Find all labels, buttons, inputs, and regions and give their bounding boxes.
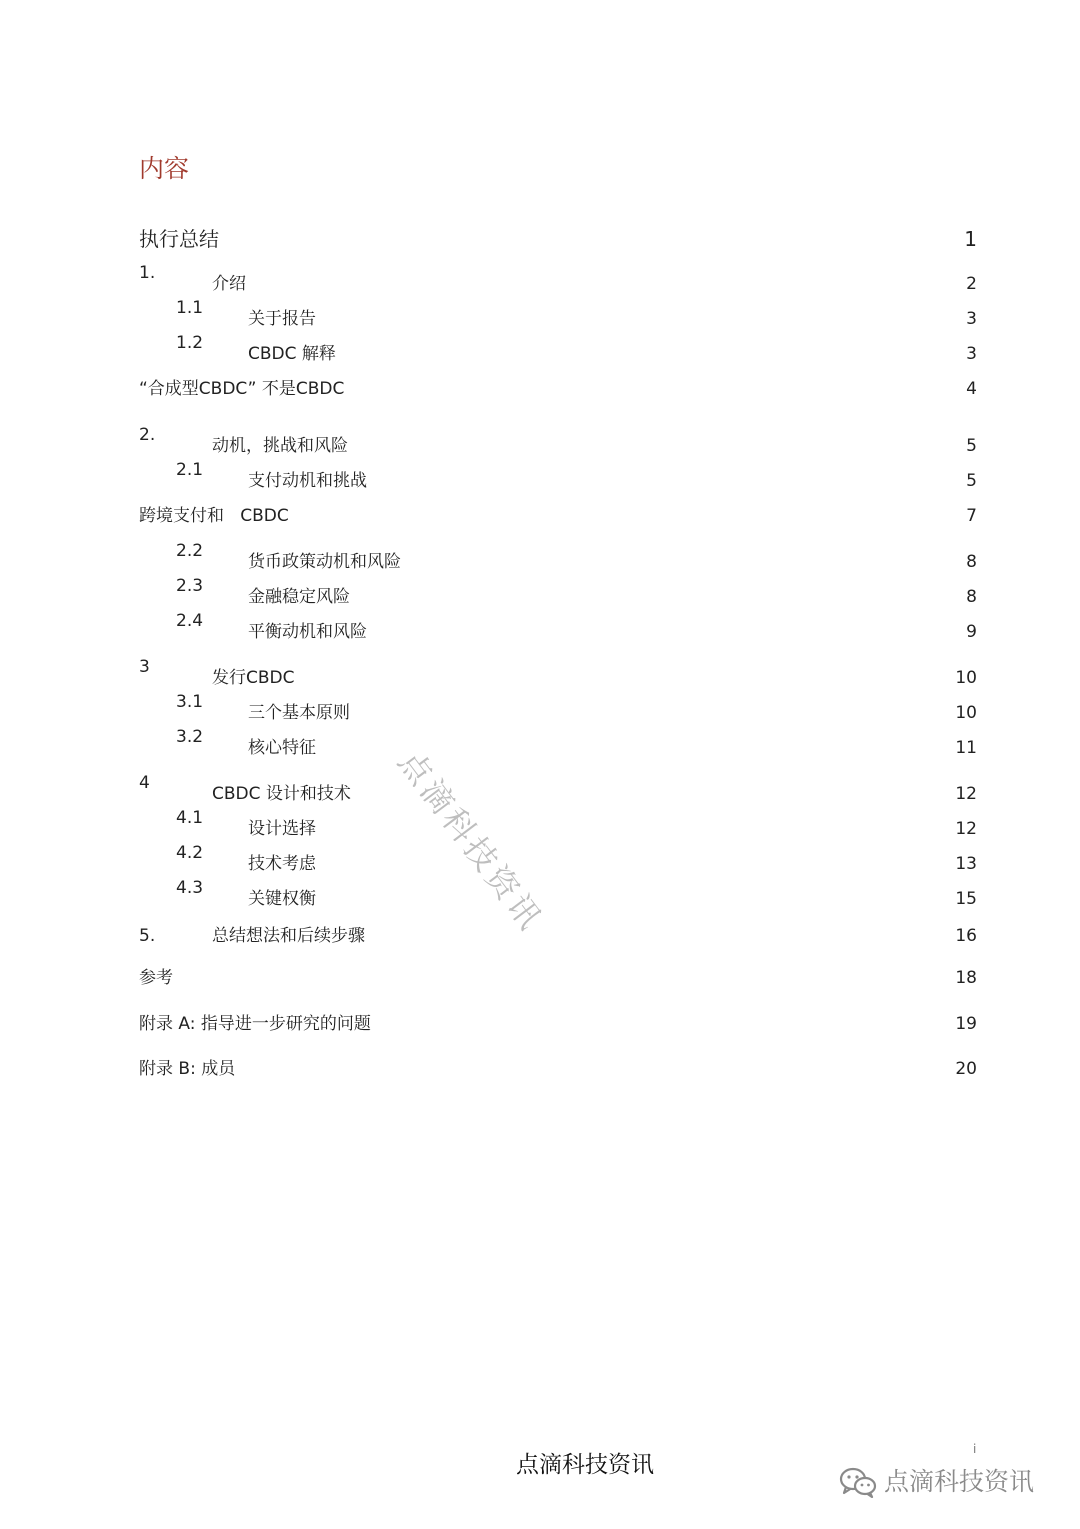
- toc-entry-number: 4.1: [176, 808, 204, 828]
- toc-entry[interactable]: [0, 727, 1080, 765]
- toc-entry-number: 3.2: [176, 727, 204, 747]
- toc-entry[interactable]: [0, 692, 1080, 730]
- toc-entry[interactable]: [0, 611, 1080, 649]
- toc-title: 内容: [139, 154, 190, 183]
- toc-entry-label: 支付动机和挑战: [248, 471, 367, 491]
- toc-entry[interactable]: [0, 376, 1080, 406]
- toc-entry-label: 货币政策动机和风险: [248, 552, 401, 572]
- toc-entry[interactable]: [0, 460, 1080, 498]
- toc-entry-number: 3: [139, 657, 150, 677]
- toc-entry-label: 发行CBDC: [212, 668, 295, 688]
- watermark: 点滴科技资讯: [390, 743, 552, 939]
- wechat-icon: [838, 1466, 878, 1498]
- toc-entry-label: 核心特征: [248, 738, 316, 758]
- toc-entry-label: 介绍: [212, 274, 246, 294]
- toc-entry-label: “合成型CBDC” 不是CBDC: [139, 379, 345, 399]
- toc-entry-label: CBDC 解释: [248, 344, 336, 364]
- toc-entry[interactable]: [0, 965, 1080, 995]
- toc-entry-page: 7: [966, 506, 977, 526]
- toc-entry-number: 1.: [139, 263, 156, 283]
- toc-entry-page: 20: [955, 1059, 977, 1079]
- toc-entry-page: 9: [966, 622, 977, 642]
- toc-entry[interactable]: [0, 1056, 1080, 1086]
- toc-entry-number: 3.1: [176, 692, 204, 712]
- toc-entry[interactable]: [0, 298, 1080, 336]
- toc-entry-number: 2.3: [176, 576, 204, 596]
- toc-entry-label: 参考: [139, 968, 173, 988]
- toc-entry-page: 2: [966, 274, 977, 294]
- toc-entry-label: 跨境支付和 CBDC: [139, 506, 289, 526]
- toc-entry-label: 关键权衡: [248, 889, 316, 909]
- toc-entry[interactable]: [0, 541, 1080, 579]
- toc-entry-label: 总结想法和后续步骤: [212, 926, 365, 946]
- toc-entry-page: 16: [955, 926, 977, 946]
- toc-entry[interactable]: [0, 263, 1080, 301]
- toc-entry-page: 19: [955, 1014, 977, 1034]
- toc-entry[interactable]: [0, 773, 1080, 811]
- toc-entry-page: 18: [955, 968, 977, 988]
- toc-entry-number: 4.3: [176, 878, 204, 898]
- page-number: i: [973, 1442, 977, 1456]
- toc-entry-number: 2.2: [176, 541, 204, 561]
- toc-entry-label: 金融稳定风险: [248, 587, 350, 607]
- toc-entry-label: 附录 B: 成员: [139, 1059, 236, 1079]
- toc-entry-number: 2.1: [176, 460, 204, 480]
- toc-entry-page: 4: [966, 379, 977, 399]
- footer-source: 点滴科技资讯: [516, 1452, 654, 1478]
- toc-entry-number: 4.2: [176, 843, 204, 863]
- toc-entry-label: 执行总结: [139, 227, 219, 251]
- toc-entry-page: 3: [966, 309, 977, 329]
- toc-entry[interactable]: [0, 808, 1080, 846]
- toc-entry-label: 设计选择: [248, 819, 316, 839]
- toc-entry[interactable]: [0, 1011, 1080, 1041]
- toc-entry[interactable]: [0, 226, 1080, 256]
- toc-entry[interactable]: [0, 503, 1080, 533]
- toc-entry-page: 3: [966, 344, 977, 364]
- toc-entry-label: CBDC 设计和技术: [212, 784, 351, 804]
- toc-entry-label: 技术考虑: [248, 854, 316, 874]
- toc-entry-page: 10: [955, 668, 977, 688]
- toc-entry-page: 8: [966, 552, 977, 572]
- toc-entry-page: 15: [955, 889, 977, 909]
- toc-entry-number: 4: [139, 773, 150, 793]
- toc-entry[interactable]: [0, 657, 1080, 695]
- toc-entry-page: 5: [966, 436, 977, 456]
- toc-entry-number: 5.: [139, 926, 156, 946]
- toc-entry-number: 1.1: [176, 298, 204, 318]
- toc-entry-number: 2.4: [176, 611, 204, 631]
- toc-entry-page: 12: [955, 784, 977, 804]
- toc-entry[interactable]: [0, 576, 1080, 614]
- toc-entry-page: 10: [955, 703, 977, 723]
- toc-entry-number: 2.: [139, 425, 156, 445]
- wechat-account-name: 点滴科技资讯: [884, 1467, 1035, 1496]
- toc-entry-page: 1: [964, 227, 977, 251]
- toc-entry-number: 1.2: [176, 333, 204, 353]
- toc-entry-label: 附录 A: 指导进一步研究的问题: [139, 1014, 371, 1034]
- toc-entry-label: 动机，挑战和风险: [212, 436, 348, 456]
- toc-entry-label: 三个基本原则: [248, 703, 350, 723]
- toc-entry-page: 13: [955, 854, 977, 874]
- toc-entry[interactable]: [0, 333, 1080, 371]
- toc-entry-label: 平衡动机和风险: [248, 622, 367, 642]
- toc-entry-page: 8: [966, 587, 977, 607]
- toc-entry[interactable]: [0, 843, 1080, 881]
- toc-entry-page: 12: [955, 819, 977, 839]
- toc-entry-page: 11: [955, 738, 977, 758]
- toc-entry[interactable]: [0, 425, 1080, 463]
- toc-entry-page: 5: [966, 471, 977, 491]
- toc-entry-label: 关于报告: [248, 309, 316, 329]
